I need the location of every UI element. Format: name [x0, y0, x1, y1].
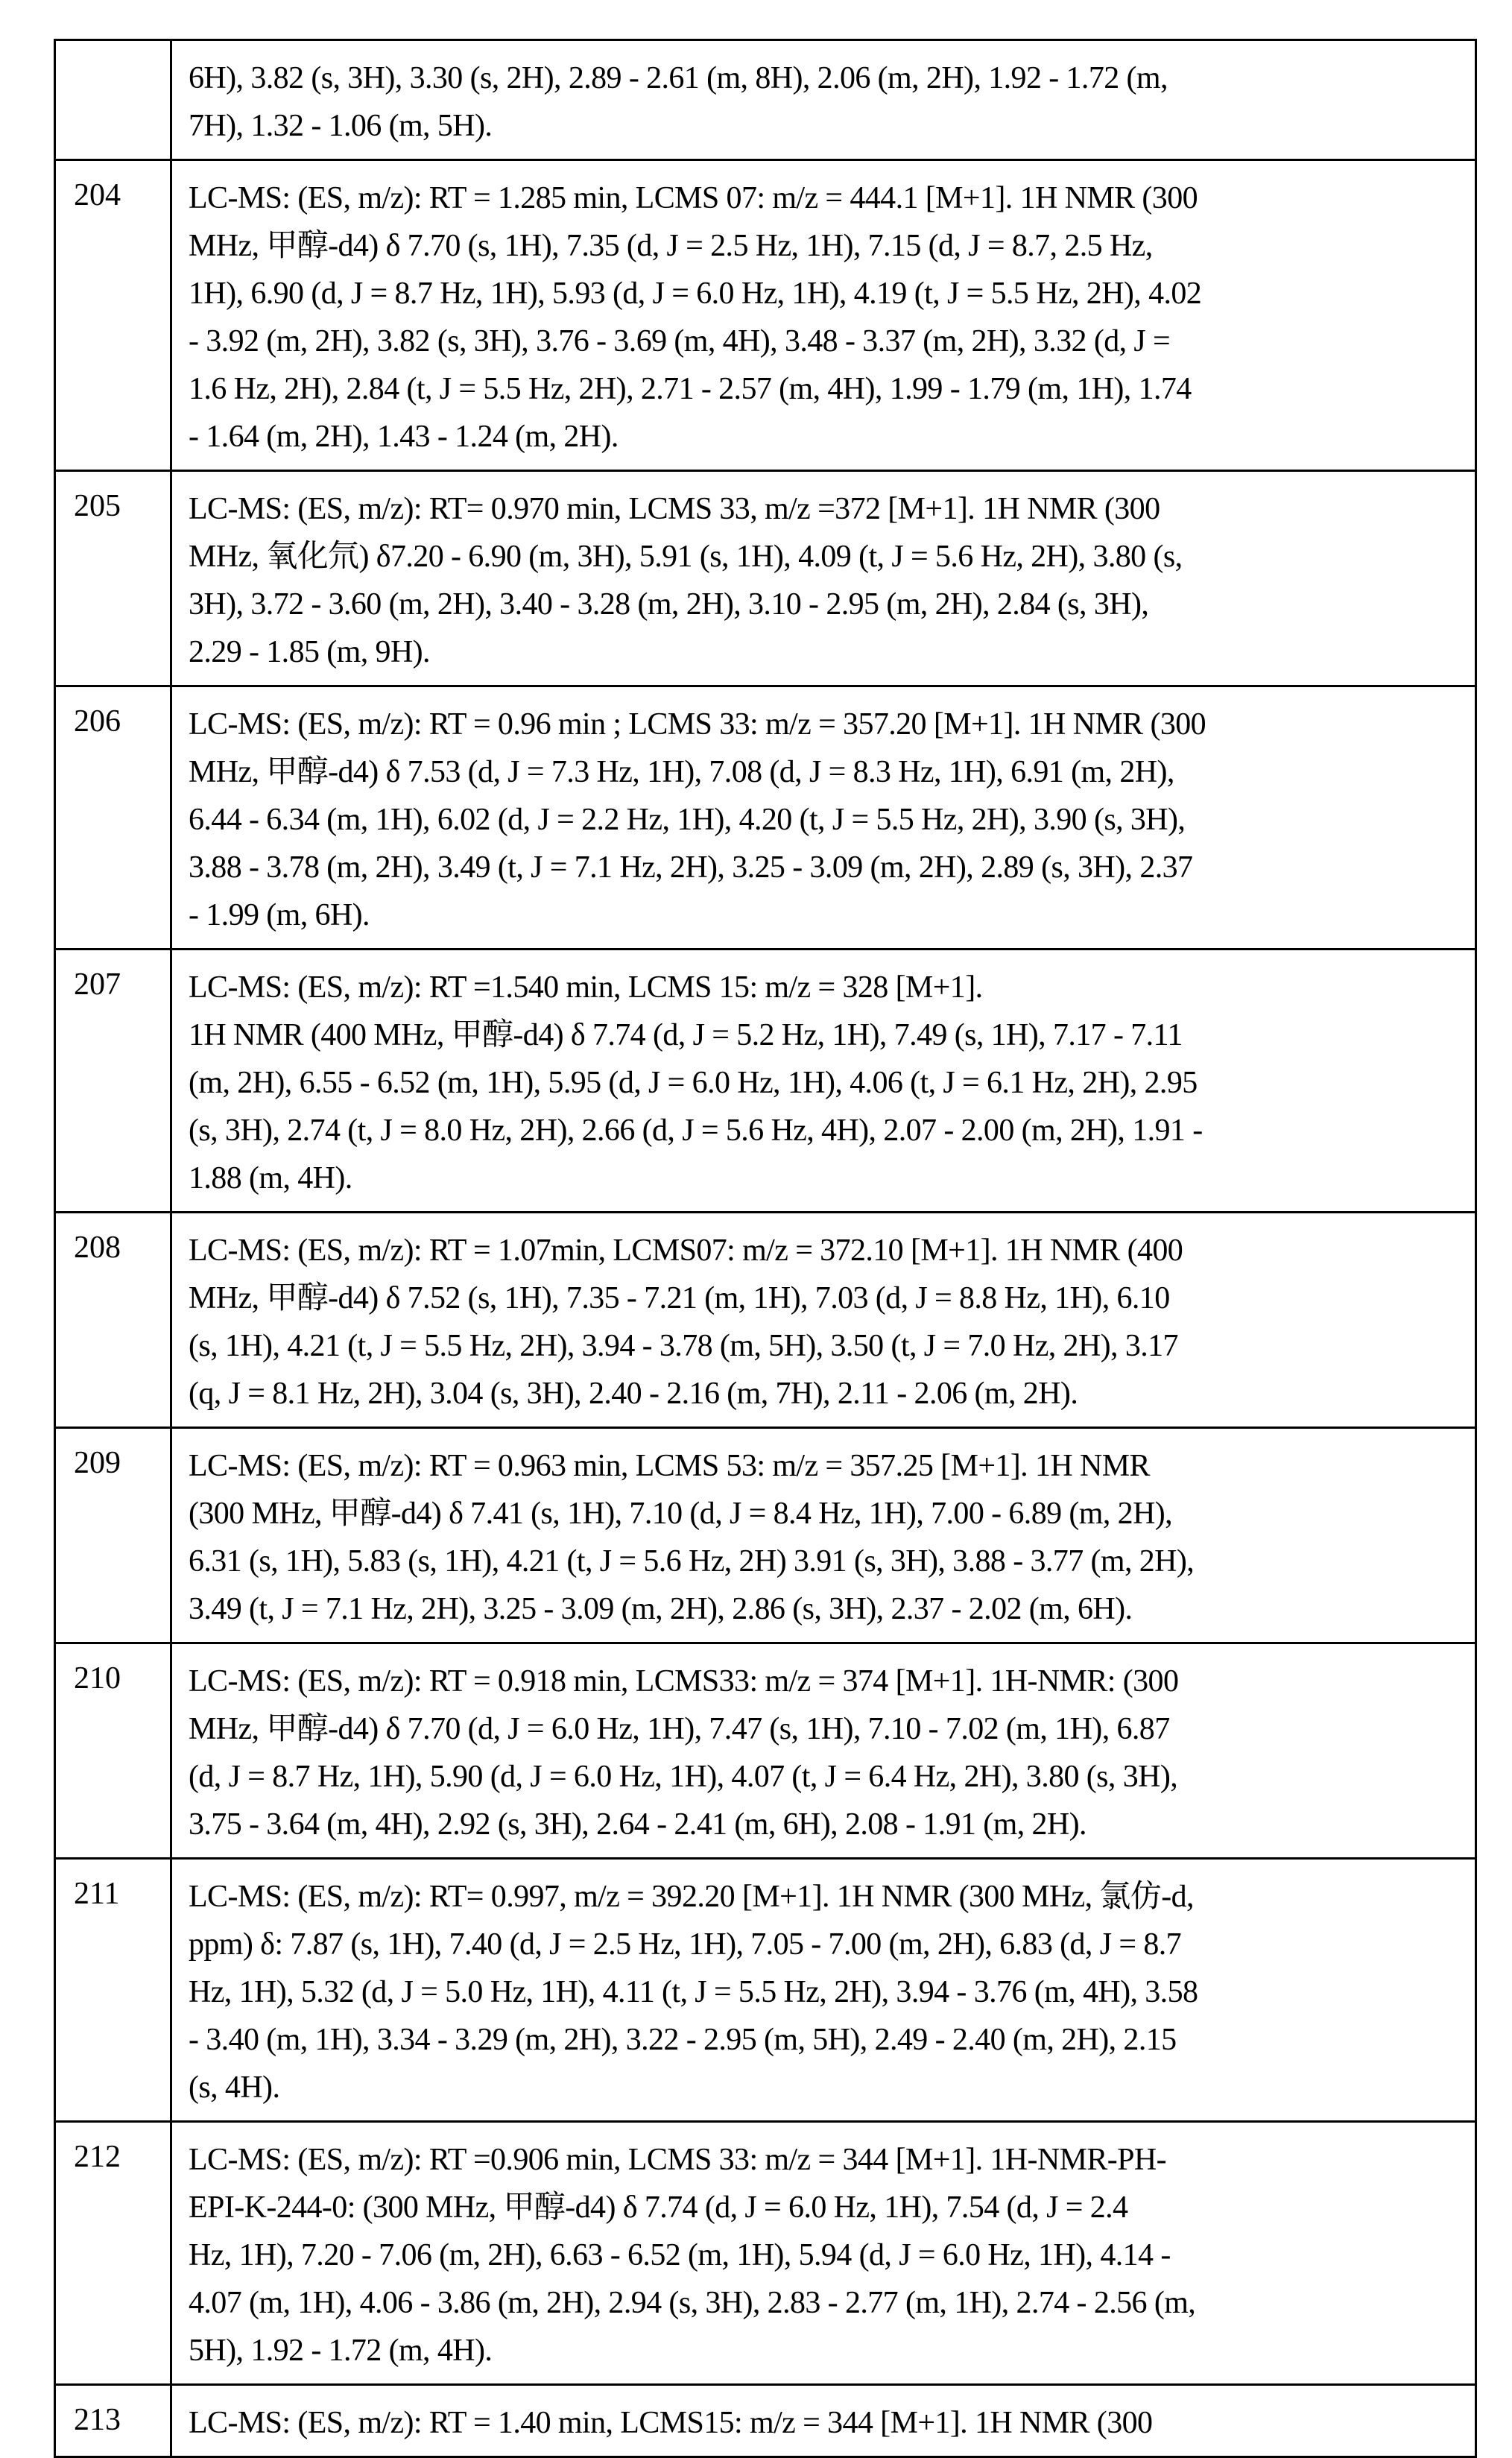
text-line: LC-MS: (ES, m/z): RT =1.540 min, LCMS 15: m/z = 328 [M+1]. [189, 964, 1467, 1011]
text-line: 5H), 1.92 - 1.72 (m, 4H). [189, 2327, 1467, 2375]
text-line: (s, 3H), 2.74 (t, J = 8.0 Hz, 2H), 2.66 (d, J = 5.6 Hz, 4H), 2.07 - 2.00 (m, 2H), 1.91 - [189, 1107, 1467, 1154]
characterization-data [171, 40, 1476, 160]
text-line: 1H), 6.90 (d, J = 8.7 Hz, 1H), 5.93 (d, J = 6.0 Hz, 1H), 4.19 (t, J = 5.5 Hz, 2H), 4.02 [189, 270, 1467, 317]
text-line: - 1.99 (m, 6H). [189, 891, 1467, 939]
characterization-data [171, 1859, 1476, 2122]
table-body [55, 40, 1476, 2457]
text-line: 3.88 - 3.78 (m, 2H), 3.49 (t, J = 7.1 Hz, 2H), 3.25 - 3.09 (m, 2H), 2.89 (s, 3H), 2.37 [189, 844, 1467, 891]
text-line: 3.49 (t, J = 7.1 Hz, 2H), 3.25 - 3.09 (m, 2H), 2.86 (s, 3H), 2.37 - 2.02 (m, 6H). [189, 1585, 1467, 1633]
text-line: 2.29 - 1.85 (m, 9H). [189, 628, 1467, 676]
table-row [55, 686, 1476, 950]
table-row [55, 1428, 1476, 1643]
table-row [55, 1643, 1476, 1859]
text-line: LC-MS: (ES, m/z): RT = 1.07min, LCMS07: m/z = 372.10 [M+1]. 1H NMR (400 [189, 1227, 1467, 1274]
compound-number: 210 [55, 1643, 171, 1859]
table-row [55, 40, 1476, 160]
compound-number: 204 [55, 160, 171, 471]
compound-number: 206 [55, 686, 171, 950]
text-line: Hz, 1H), 7.20 - 7.06 (m, 2H), 6.63 - 6.52 (m, 1H), 5.94 (d, J = 6.0 Hz, 1H), 4.14 - [189, 2231, 1467, 2279]
compound-number: 208 [55, 1213, 171, 1428]
characterization-data [171, 2122, 1476, 2385]
table-row [55, 471, 1476, 686]
text-line: (s, 1H), 4.21 (t, J = 5.5 Hz, 2H), 3.94 - 3.78 (m, 5H), 3.50 (t, J = 7.0 Hz, 2H), 3.17 [189, 1322, 1467, 1370]
text-line: LC-MS: (ES, m/z): RT = 0.96 min ; LCMS 33: m/z = 357.20 [M+1]. 1H NMR (300 [189, 701, 1467, 748]
table-row [55, 160, 1476, 471]
table-row [55, 1213, 1476, 1428]
text-line: MHz, 甲醇-d4) δ 7.70 (s, 1H), 7.35 (d, J = 2.5 Hz, 1H), 7.15 (d, J = 8.7, 2.5 Hz, [189, 222, 1467, 270]
table-row [55, 950, 1476, 1213]
text-line: 1H NMR (400 MHz, 甲醇-d4) δ 7.74 (d, J = 5.2 Hz, 1H), 7.49 (s, 1H), 7.17 - 7.11 [189, 1011, 1467, 1059]
text-line: - 3.92 (m, 2H), 3.82 (s, 3H), 3.76 - 3.69 (m, 4H), 3.48 - 3.37 (m, 2H), 3.32 (d, J = [189, 317, 1467, 365]
text-line: 1.6 Hz, 2H), 2.84 (t, J = 5.5 Hz, 2H), 2.71 - 2.57 (m, 4H), 1.99 - 1.79 (m, 1H), 1.74 [189, 365, 1467, 413]
text-line: 7H), 1.32 - 1.06 (m, 5H). [189, 102, 1467, 150]
text-line: MHz, 甲醇-d4) δ 7.70 (d, J = 6.0 Hz, 1H), 7.47 (s, 1H), 7.10 - 7.02 (m, 1H), 6.87 [189, 1705, 1467, 1753]
text-line: (m, 2H), 6.55 - 6.52 (m, 1H), 5.95 (d, J = 6.0 Hz, 1H), 4.06 (t, J = 6.1 Hz, 2H), 2.95 [189, 1059, 1467, 1107]
text-line: - 3.40 (m, 1H), 3.34 - 3.29 (m, 2H), 3.22 - 2.95 (m, 5H), 2.49 - 2.40 (m, 2H), 2.15 [189, 2016, 1467, 2064]
text-line: 6.31 (s, 1H), 5.83 (s, 1H), 4.21 (t, J = 5.6 Hz, 2H) 3.91 (s, 3H), 3.88 - 3.77 (m, 2H), [189, 1538, 1467, 1585]
text-line: MHz, 氧化氘) δ7.20 - 6.90 (m, 3H), 5.91 (s, 1H), 4.09 (t, J = 5.6 Hz, 2H), 3.80 (s, [189, 533, 1467, 581]
characterization-data [171, 1213, 1476, 1428]
text-line: LC-MS: (ES, m/z): RT =0.906 min, LCMS 33: m/z = 344 [M+1]. 1H-NMR-PH- [189, 2136, 1467, 2184]
characterization-data [171, 1428, 1476, 1643]
text-line: 6.44 - 6.34 (m, 1H), 6.02 (d, J = 2.2 Hz, 1H), 4.20 (t, J = 5.5 Hz, 2H), 3.90 (s, 3H), [189, 796, 1467, 844]
text-line: EPI-K-244-0: (300 MHz, 甲醇-d4) δ 7.74 (d, J = 6.0 Hz, 1H), 7.54 (d, J = 2.4 [189, 2184, 1467, 2231]
compound-number: 209 [55, 1428, 171, 1643]
text-line: LC-MS: (ES, m/z): RT= 0.997, m/z = 392.20 [M+1]. 1H NMR (300 MHz, 氯仿-d, [189, 1873, 1467, 1921]
text-line: ppm) δ: 7.87 (s, 1H), 7.40 (d, J = 2.5 Hz, 1H), 7.05 - 7.00 (m, 2H), 6.83 (d, J = 8.7 [189, 1921, 1467, 1968]
text-line: 3H), 3.72 - 3.60 (m, 2H), 3.40 - 3.28 (m, 2H), 3.10 - 2.95 (m, 2H), 2.84 (s, 3H), [189, 581, 1467, 628]
table-row [55, 1859, 1476, 2122]
compound-number: 213 [55, 2385, 171, 2457]
text-line: (300 MHz, 甲醇-d4) δ 7.41 (s, 1H), 7.10 (d, J = 8.4 Hz, 1H), 7.00 - 6.89 (m, 2H), [189, 1490, 1467, 1538]
text-line: LC-MS: (ES, m/z): RT= 0.970 min, LCMS 33, m/z =372 [M+1]. 1H NMR (300 [189, 485, 1467, 533]
compound-number [55, 40, 171, 160]
characterization-data [171, 1643, 1476, 1859]
text-line: Hz, 1H), 5.32 (d, J = 5.0 Hz, 1H), 4.11 (t, J = 5.5 Hz, 2H), 3.94 - 3.76 (m, 4H), 3.58 [189, 1968, 1467, 2016]
characterization-data [171, 950, 1476, 1213]
characterization-data [171, 471, 1476, 686]
text-line: 4.07 (m, 1H), 4.06 - 3.86 (m, 2H), 2.94 (s, 3H), 2.83 - 2.77 (m, 1H), 2.74 - 2.56 (m, [189, 2279, 1467, 2327]
table-row [55, 2122, 1476, 2385]
text-line: 6H), 3.82 (s, 3H), 3.30 (s, 2H), 2.89 - 2.61 (m, 8H), 2.06 (m, 2H), 1.92 - 1.72 (m, [189, 54, 1467, 102]
text-line: (d, J = 8.7 Hz, 1H), 5.90 (d, J = 6.0 Hz, 1H), 4.07 (t, J = 6.4 Hz, 2H), 3.80 (s, 3H), [189, 1753, 1467, 1801]
text-line: 3.75 - 3.64 (m, 4H), 2.92 (s, 3H), 2.64 - 2.41 (m, 6H), 2.08 - 1.91 (m, 2H). [189, 1801, 1467, 1848]
text-line: MHz, 甲醇-d4) δ 7.52 (s, 1H), 7.35 - 7.21 (m, 1H), 7.03 (d, J = 8.8 Hz, 1H), 6.10 [189, 1274, 1467, 1322]
text-line: LC-MS: (ES, m/z): RT = 0.918 min, LCMS33: m/z = 374 [M+1]. 1H-NMR: (300 [189, 1658, 1467, 1705]
text-line: LC-MS: (ES, m/z): RT = 1.40 min, LCMS15: m/z = 344 [M+1]. 1H NMR (300 [189, 2399, 1467, 2447]
text-line: LC-MS: (ES, m/z): RT = 0.963 min, LCMS 53: m/z = 357.25 [M+1]. 1H NMR [189, 1442, 1467, 1490]
compound-number: 211 [55, 1859, 171, 2122]
compound-number: 207 [55, 950, 171, 1213]
table-row [55, 2385, 1476, 2457]
text-line: (s, 4H). [189, 2064, 1467, 2111]
compound-number: 212 [55, 2122, 171, 2385]
text-line: MHz, 甲醇-d4) δ 7.53 (d, J = 7.3 Hz, 1H), 7.08 (d, J = 8.3 Hz, 1H), 6.91 (m, 2H), [189, 748, 1467, 796]
text-line: LC-MS: (ES, m/z): RT = 1.285 min, LCMS 07: m/z = 444.1 [M+1]. 1H NMR (300 [189, 174, 1467, 222]
text-line: (q, J = 8.1 Hz, 2H), 3.04 (s, 3H), 2.40 - 2.16 (m, 7H), 2.11 - 2.06 (m, 2H). [189, 1370, 1467, 1418]
characterization-data [171, 686, 1476, 950]
text-line: 1.88 (m, 4H). [189, 1154, 1467, 1202]
text-line: - 1.64 (m, 2H), 1.43 - 1.24 (m, 2H). [189, 413, 1467, 461]
compound-data-table [54, 39, 1477, 2458]
characterization-data [171, 2385, 1476, 2457]
compound-number: 205 [55, 471, 171, 686]
characterization-data [171, 160, 1476, 471]
